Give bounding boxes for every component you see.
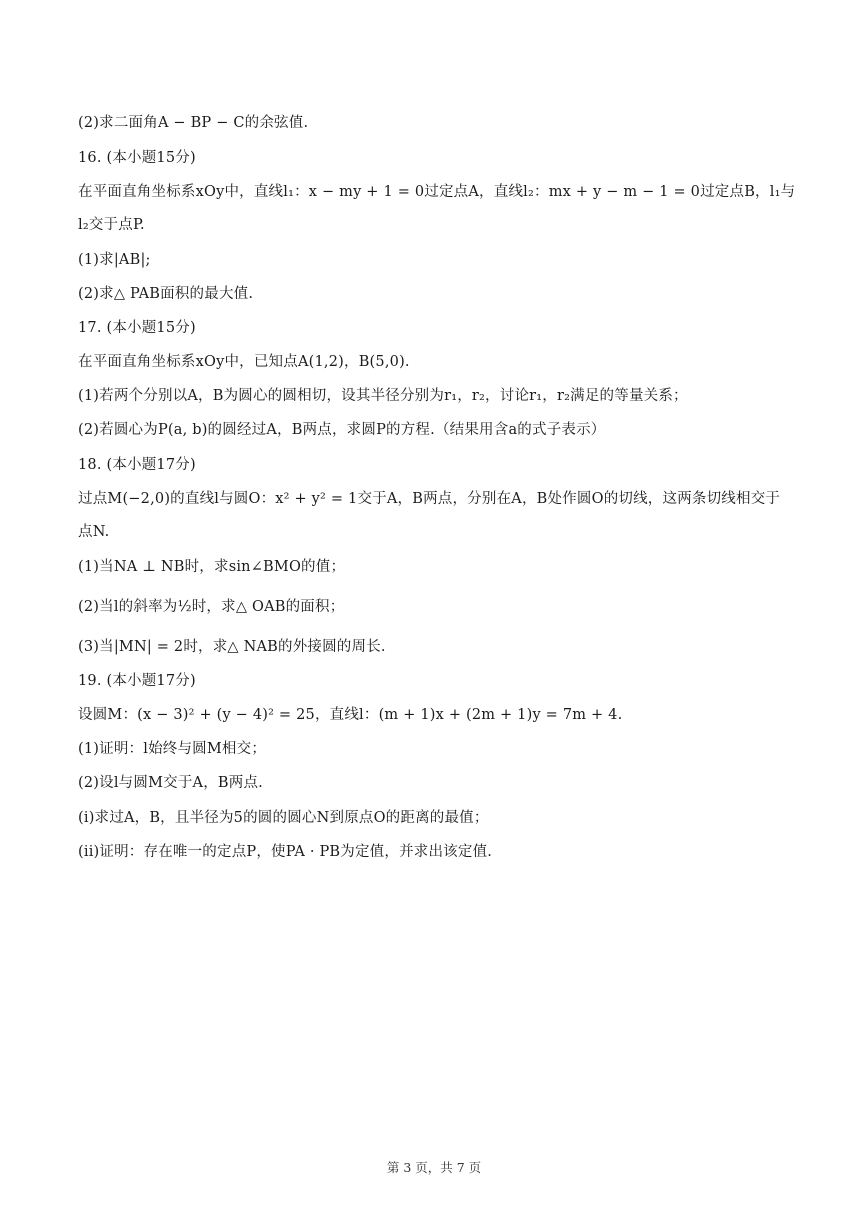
problem-19-part-2-ii: (ii)证明：存在唯一的定点P，使PA · PB为定值，并求出该定值. xyxy=(78,844,493,860)
problem-17-stem: 在平面直角坐标系xOy中，已知点A(1,2)，B(5,0). xyxy=(78,354,410,370)
problem-18-stem: 过点M(−2,0)的直线l与圆O：x² + y² = 1交于A，B两点，分别在A，B处作圆O的切线，这两条切线相交于 xyxy=(78,491,781,507)
problem-19-part-2-i: (i)求过A，B，且半径为5的圆的圆心N到原点O的距离的最值； xyxy=(78,810,489,826)
problem-19-part-1: (1)证明：l始终与圆M相交； xyxy=(78,741,267,757)
problem-15-part-2: (2)求二面角A − BP − C的余弦值. xyxy=(78,115,309,131)
problem-16-part-2: (2)求△ PAB面积的最大值. xyxy=(78,286,254,302)
problem-17-part-2: (2)若圆心为P(a, b)的圆经过A，B两点，求圆P的方程.（结果用含a的式子表示） xyxy=(78,422,606,438)
problem-16-stem-cont: l₂交于点P. xyxy=(78,217,145,233)
page-footer: 第 3 页，共 7 页 xyxy=(386,1160,482,1175)
problem-16-header: 16. (本小题15分) xyxy=(78,150,196,166)
problem-17-header: 17. (本小题15分) xyxy=(78,320,196,336)
problem-18-part-2: (2)当l的斜率为½时，求△ OAB的面积； xyxy=(78,599,345,615)
problem-17-part-1: (1)若两个分别以A，B为圆心的圆相切，设其半径分别为r₁，r₂，讨论r₁，r₂满足的等量关系； xyxy=(78,388,688,404)
problem-18-part-3: (3)当|MN| = 2时，求△ NAB的外接圆的周长. xyxy=(78,639,386,655)
problem-18-stem-cont: 点N. xyxy=(78,524,110,540)
problem-19-stem: 设圆M：(x − 3)² + (y − 4)² = 25，直线l：(m + 1)x + (2m + 1)y = 7m + 4. xyxy=(78,707,623,723)
problem-18-part-1: (1)当NA ⊥ NB时，求sin∠BMO的值； xyxy=(78,559,346,575)
problem-16-stem: 在平面直角坐标系xOy中，直线l₁：x − my + 1 = 0过定点A，直线l₂：mx + y − m − 1 = 0过定点B，l₁与 xyxy=(78,184,796,200)
problem-16-part-1: (1)求|AB|; xyxy=(78,252,151,268)
problem-19-header: 19. (本小题17分) xyxy=(78,673,196,689)
problem-19-part-2: (2)设l与圆M交于A，B两点. xyxy=(78,775,263,791)
problem-18-header: 18. (本小题17分) xyxy=(78,457,196,473)
